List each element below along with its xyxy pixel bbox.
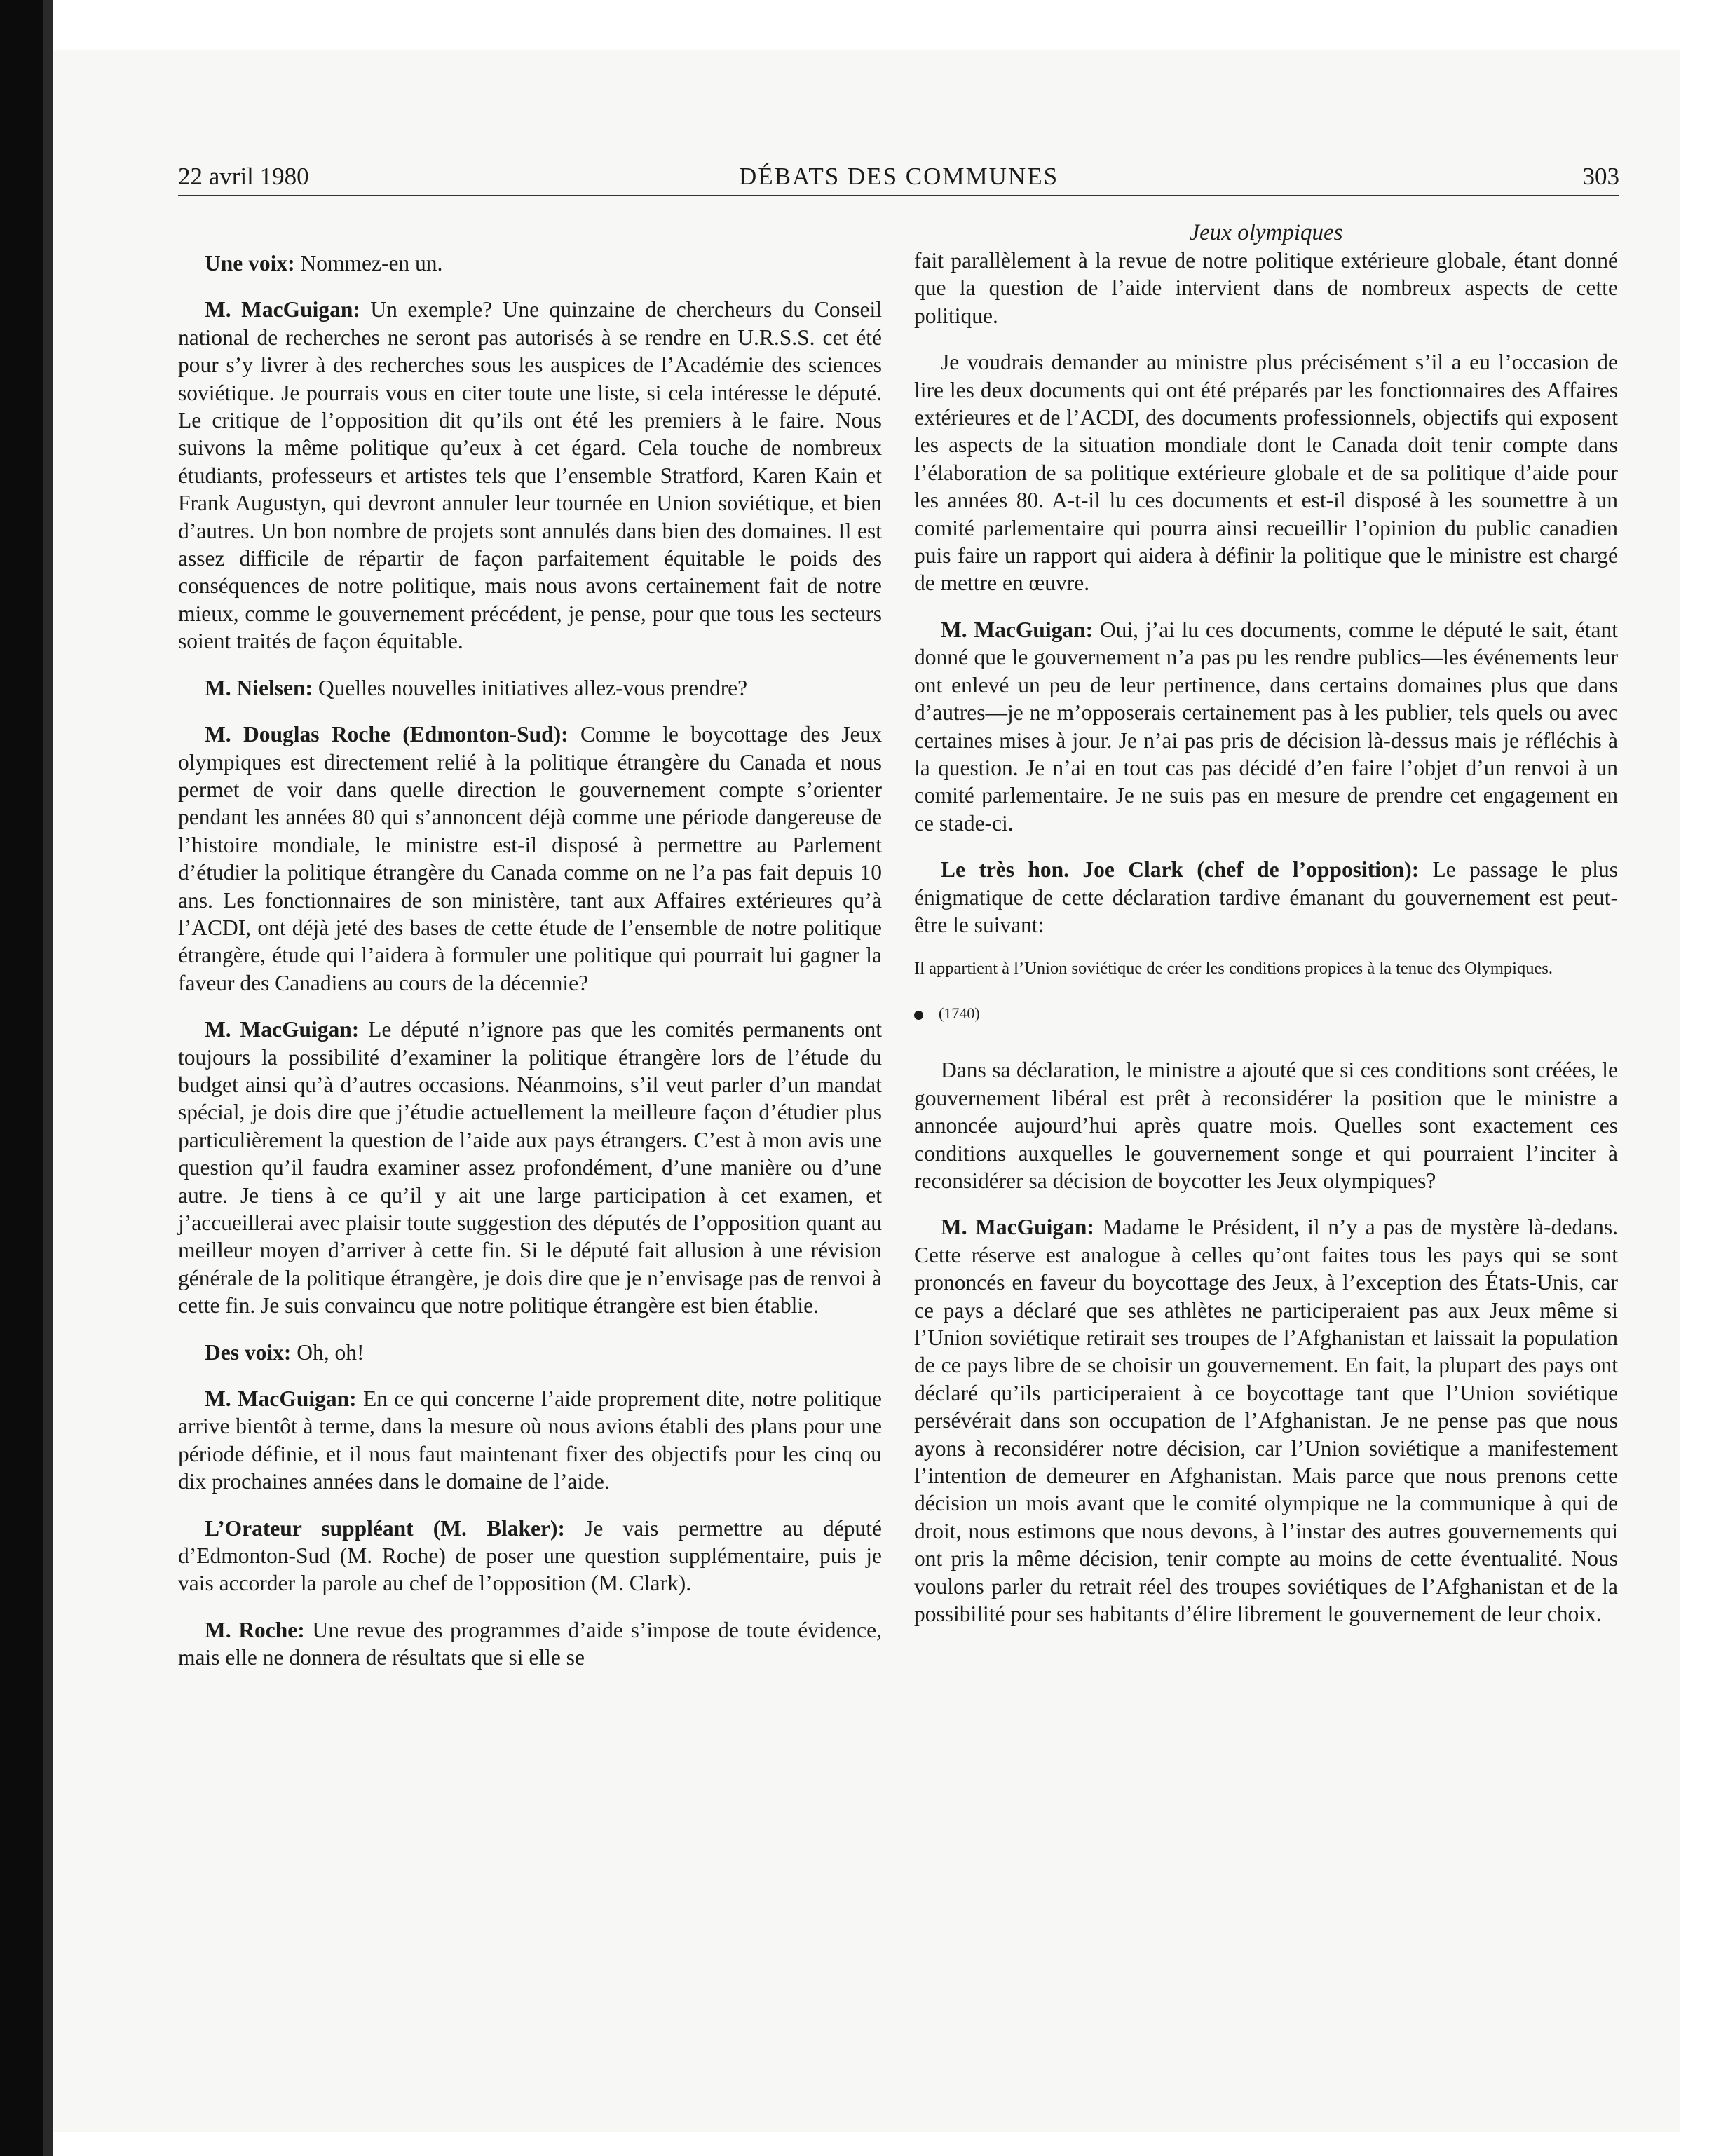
page-header	[178, 163, 1619, 198]
running-head: Jeux olympiques	[1189, 220, 1343, 245]
bullet-icon	[914, 1011, 923, 1020]
paragraph: Dans sa déclaration, le ministre a ajouté que si ces conditions sont créées, le gouvernement libéral est prêt à reconsidérer la position que le ministre a annoncée aujourd’hui après quatre mois. Quelles sont exactement ces conditions auxquelles le gouvernement songe et qui pourraient l’inciter à reconsidérer sa décision de boycotter les Jeux olympiques?	[914, 1058, 1618, 1193]
paragraph	[914, 1213, 1618, 1628]
speaker-name: Une voix:	[205, 251, 295, 275]
speech-text: Une revue des programmes d’aide s’impose de toute évidence, mais elle ne donnera de résultats que si elle se	[178, 1617, 883, 1670]
paragraph	[178, 1339, 882, 1366]
paragraph	[914, 856, 1618, 939]
speech-text: Oui, j’ai lu ces documents, comme le député le sait, étant donné que le gouvernement n’a pas pu les rendre publics—les événements leur ont enlevé un peu de leur pertinence, dans certains domaines plus que dans d’autres—je ne m’opposerais certainement pas à les publier, tels quels ou avec certaines mises à jour. Je n’ai pas pris de décision là-dessus mais je réfléchis à la question. Je n’ai en tout cas pas décidé d’en faire l’objet d’un renvoi à un comité parlementaire. Je ne suis pas en mesure de prendre cet engagement en ce stade-ci.	[914, 617, 1618, 835]
speech-text: Oh, oh!	[291, 1339, 365, 1365]
header-rule	[178, 195, 1619, 196]
speech-text: Madame le Président, il n’y a pas de mystère là-dedans. Cette réserve est analogue à celles qu’ont faites tous les pays qui se sont prononcés en faveur du boycottage des Jeux, à l’exception des États-Unis, car ce pays a déclaré que ses athlètes ne participeraient pas aux Jeux même si l’Union soviétique retirait ses troupes de l’Afghanistan et laissait la population de ce pays libre de se choisir un gouvernement. En fait, la plupart des pays ont déclaré qu’ils participeraient à ce boycottage tant que l’Union soviétique persévérait dans son occupation de l’Afghanistan. Je ne pense pas que nous ayons à reconsidérer notre décision, car l’Union soviétique a manifestement l’intention de demeurer en Afghanistan. Mais parce que nous prenons cette décision un mois avant que le comité olympique ne la communique à qui de droit, nous estimons que nous devons, à l’instar des autres gouvernements qui ont pris la même décision, tenir compte au moins de cette éventualité. Nous voulons parler du retrait réel des troupes soviétiques de l’Afghanistan et de la possibilité pour ses habitants d’élire librement le gouvernement de leur choix.	[914, 1215, 1618, 1627]
timestamp	[914, 1003, 1618, 1024]
speaker-name: M. Nielsen:	[205, 675, 313, 700]
paragraph	[178, 296, 882, 655]
speech-text: Le député n’ignore pas que les comités permanents ont toujours la possibilité d’examiner la politique étrangère lors de l’étude du budget ainsi qu’à d’autres occasions. Néanmoins, s’il veut parler d’un mandat spécial, je dois dire que j’étudie actuellement la meilleure façon d’étudier plus particulièrement la question de l’aide aux pays étrangers. C’est à mon avis une question qu’il faudra examiner assez profondément, d’une manière ou d’une autre. Je tiens à ce qu’il y ait une large participation à cet examen, et j’accueillerai avec plaisir toute suggestion des députés de l’opposition quant au meilleur moyen d’arriver à cette fin. Si le député fait allusion à une révision générale de la politique étrangère, je dois dire que je n’envisage pas de renvoi à cette fin. Je suis convaincu que notre politique étrangère est bien établie.	[178, 1017, 882, 1318]
speaker-name: Des voix:	[205, 1339, 292, 1365]
speaker-name: M. MacGuigan:	[941, 617, 1094, 642]
right-column	[914, 210, 1618, 1646]
paragraph	[178, 1616, 882, 1672]
speaker-name: M. Roche:	[205, 1617, 305, 1642]
speaker-name: M. Douglas Roche (Edmonton-Sud):	[205, 722, 569, 747]
paragraph	[178, 1515, 882, 1597]
paragraph	[178, 1016, 882, 1319]
speaker-name: M. MacGuigan:	[941, 1215, 1094, 1240]
header-date: 22 avril 1980	[178, 163, 309, 190]
left-column	[178, 210, 882, 1691]
speaker-name: Le très hon. Joe Clark (chef de l’opposition):	[941, 857, 1420, 882]
paragraph	[178, 674, 882, 702]
paragraph	[178, 721, 882, 997]
paragraph-continuation: fait parallèlement à la revue de notre politique extérieure globale, étant donné que la question de l’aide intervient dans de nombreux aspects de cette politique.	[914, 248, 1618, 328]
speaker-name: M. MacGuigan:	[205, 297, 360, 322]
speech-text: En ce qui concerne l’aide proprement dite, notre politique arrive bientôt à terme, dans la mesure où nous avions établi des plans pour une période définie, et il nous faut maintenant fixer des objectifs pour les cinq ou dix prochaines années dans le domaine de l’aide.	[178, 1386, 882, 1494]
speech-text: Quelles nouvelles initiatives allez-vous prendre?	[312, 675, 748, 700]
speaker-name: L’Orateur suppléant (M. Blaker):	[205, 1515, 565, 1541]
speech-text: Un exemple? Une quinzaine de chercheurs du Conseil national de recherches ne seront pas autorisés à se rendre en U.R.S.S. cet été pour s’y livrer à des recherches sous les auspices de l’Académie des sciences soviétique. Je pourrais vous en citer toute une liste, si cela intéresse le député. Le critique de l’opposition dit qu’ils ont été les premiers à le faire. Nous suivons la même politique qu’eux à cet égard. Cela touche de nombreux étudiants, professeurs et artistes tels que l’ensemble Stratford, Karen Kain et Frank Augustyn, qui devront annuler leur tournée en Union soviétique, et bien d’autres. Un bon nombre de projets sont annulés dans bien des domaines. Il est assez difficile de répartir de façon parfaitement équitable le poids des conséquences de notre politique, mais nous avons certainement fait de notre mieux, comme le gouvernement précédent, je pense, pour que tous les secteurs soient traités de façon équitable.	[178, 297, 882, 654]
speaker-name: M. MacGuigan:	[205, 1017, 360, 1042]
paragraph: Je voudrais demander au ministre plus précisément s’il a eu l’occasion de lire les deux documents qui ont été préparés par les fonctionnaires des Affaires extérieures et de l’ACDI, des documents professionnels, objectifs qui exposent les aspects de la situation mondiale dont le Canada doit tenir compte dans l’élaboration de sa politique extérieure globale et de sa politique d’aide pour les années 80. A-t-il lu ces documents et est-il disposé à les soumettre à un comité parlementaire qui pourra ainsi recueillir l’opinion du public canadien puis faire un rapport qui aidera à définir la politique que le ministre est chargé de mettre en œuvre.	[914, 350, 1618, 596]
timestamp-text: (1740)	[939, 1004, 980, 1023]
speaker-name: M. MacGuigan:	[205, 1386, 357, 1412]
speech-text: Comme le boycottage des Jeux olympiques est directement relié à la politique étrangère du Canada et nous permet de voir dans quelle direction le gouvernement compte s’orienter pendant les années 80 qui s’annoncent déjà comme une période dangereuse de l’histoire mondiale, le ministre est-il disposé à permettre au Parlement d’étudier la politique étrangère du Canada comme on ne l’a pas fait depuis 10 ans. Les fonctionnaires de son ministère, tant aux Affaires extérieures qu’à l’ACDI, ont déjà jeté des bases de cette étude de l’ensemble de notre politique étrangère, étude qui l’aidera à formuler une politique qui pourrait lui gagner la faveur des Canadiens au cours de la décennie?	[178, 722, 882, 995]
paragraph	[914, 616, 1618, 837]
speech-text: Nommez-en un.	[294, 251, 443, 275]
header-title: DÉBATS DES COMMUNES	[738, 163, 1059, 190]
quoted-passage: Il appartient à l’Union soviétique de créer les conditions propices à la tenue des Olympiques.	[914, 959, 1553, 978]
scan-border-edge	[43, 0, 53, 2156]
paragraph	[178, 1385, 882, 1496]
paragraph	[178, 250, 882, 277]
scan-border	[0, 0, 53, 2156]
speech-text: Le passage le plus énigmatique de cette déclaration tardive émanant du gouvernement est peut-être le suivant:	[914, 857, 1618, 937]
speech-text: Je vais permettre au député d’Edmonton-Sud (M. Roche) de poser une question supplémentaire, puis je vais accorder la parole au chef de l’opposition (M. Clark).	[178, 1515, 882, 1596]
header-page-number: 303	[1582, 163, 1619, 190]
